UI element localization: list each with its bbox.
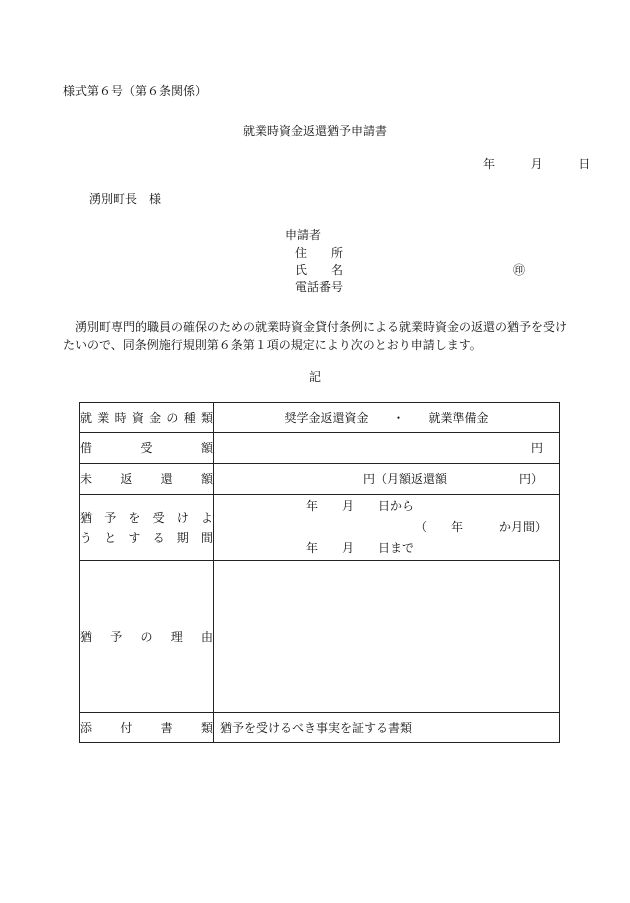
unreturned-label-text: 未 返 還 額 bbox=[80, 472, 213, 486]
attachment-label bbox=[80, 713, 214, 743]
borrowed-label bbox=[80, 433, 214, 464]
period-span: （ 年 か月間） bbox=[414, 519, 547, 534]
application-table bbox=[79, 402, 560, 743]
date-day: 日 bbox=[578, 157, 591, 171]
unreturned-value[interactable]: 円（月額返還額 円） bbox=[214, 464, 560, 495]
applicant-phone-label: 電話番号 bbox=[295, 280, 344, 294]
body-text: 湧別町専門的職員の確保のための就業時資金貸付条例による就業時資金の返還の猶予を受けたいので、同条例施行規則第６条第１項の規定により次のとおり申請します。 bbox=[63, 320, 568, 352]
fund-type-label bbox=[80, 403, 214, 433]
ki-heading: 記 bbox=[308, 370, 321, 384]
reason-label bbox=[80, 561, 214, 713]
period-label bbox=[80, 495, 214, 561]
row-unreturned bbox=[80, 464, 560, 495]
applicant-name-label: 氏 名 bbox=[295, 263, 344, 277]
fund-type-label-text: 就 業 時 資 金 の 種 類 bbox=[80, 410, 213, 425]
borrowed-label-text: 借 受 額 bbox=[80, 441, 213, 455]
date-line bbox=[483, 157, 590, 171]
row-period bbox=[80, 495, 560, 561]
borrowed-value[interactable]: 円 bbox=[214, 433, 560, 464]
unreturned-label bbox=[80, 464, 214, 495]
addressee: 湧別町長 様 bbox=[89, 192, 162, 206]
row-reason bbox=[80, 561, 560, 713]
applicant-label: 申請者 bbox=[285, 228, 322, 242]
row-borrowed bbox=[80, 433, 560, 464]
period-label-line1: 猶 予 を 受 け よ bbox=[80, 510, 213, 525]
period-label-line2: う と す る 期 間 bbox=[80, 530, 213, 545]
seal-mark: ㊞ bbox=[513, 263, 526, 277]
period-value[interactable] bbox=[214, 495, 560, 561]
applicant-address-label: 住 所 bbox=[295, 246, 344, 260]
attachment-value: 猶予を受けるべき事実を証する書類 bbox=[214, 713, 560, 743]
attachment-label-text: 添 付 書 類 bbox=[80, 720, 213, 735]
row-fund-type bbox=[80, 403, 560, 433]
period-from: 年 月 日から bbox=[306, 498, 415, 513]
row-attachment bbox=[80, 713, 560, 743]
document-title: 就業時資金返還猶予申請書 bbox=[242, 124, 387, 138]
reason-value[interactable] bbox=[214, 561, 560, 713]
fund-type-value[interactable]: 奨学金返還資金 ・ 就業準備金 bbox=[214, 403, 560, 433]
date-year: 年 bbox=[483, 157, 496, 171]
date-month: 月 bbox=[530, 157, 543, 171]
form-number: 様式第６号（第６条関係） bbox=[63, 84, 208, 98]
period-to: 年 月 日まで bbox=[306, 540, 415, 555]
reason-label-text: 猶 予 の 理 由 bbox=[80, 629, 213, 644]
